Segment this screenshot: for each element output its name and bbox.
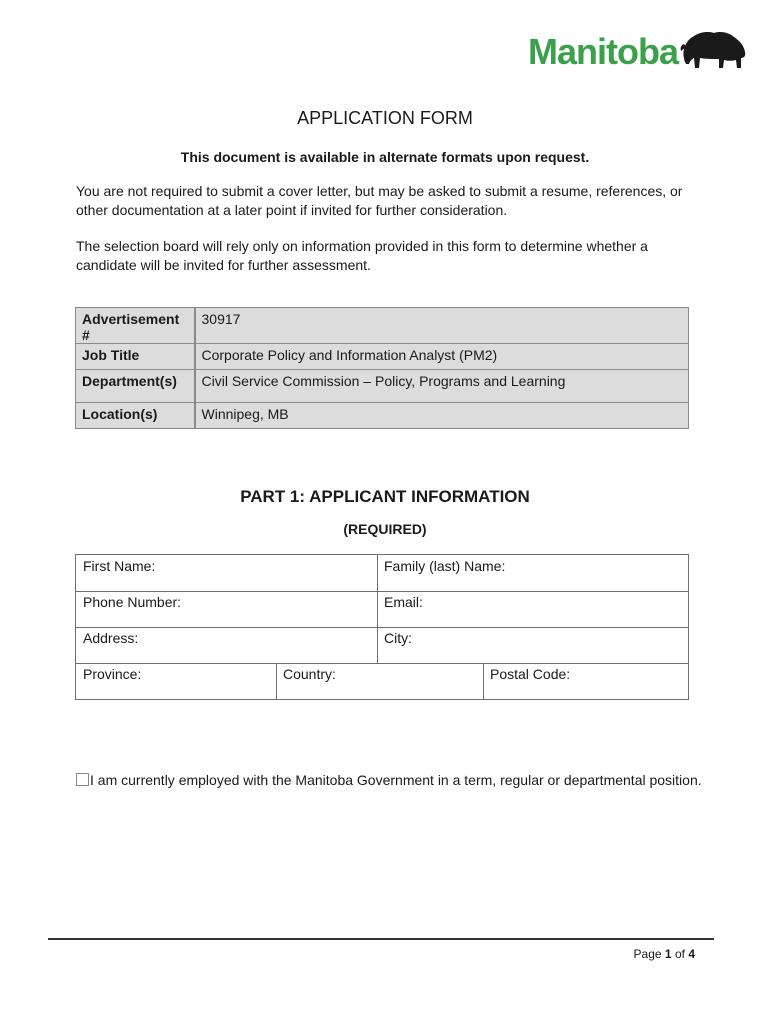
phone-number-field[interactable]: Phone Number:: [83, 594, 182, 610]
advertisement-number-value: 30917: [195, 308, 689, 344]
applicant-info-grid: [75, 554, 689, 700]
table-row: [76, 344, 689, 370]
advertisement-table: [75, 307, 689, 429]
bison-icon: [678, 28, 750, 76]
city-field[interactable]: City:: [384, 630, 412, 646]
total-pages: 4: [688, 947, 695, 961]
employment-checkbox[interactable]: [76, 773, 89, 786]
province-field[interactable]: Province:: [83, 666, 142, 682]
employment-checkbox-label: I am currently employed with the Manitoba Government in a term, regular or departmental position.: [90, 772, 702, 788]
location-value: Winnipeg, MB: [195, 403, 689, 429]
table-row: [76, 308, 689, 344]
address-field[interactable]: Address:: [83, 630, 139, 646]
email-field[interactable]: Email:: [384, 594, 423, 610]
page-word: Page: [633, 947, 662, 961]
employment-check-row: [76, 771, 706, 790]
advertisement-number-label: Advertisement #: [76, 308, 195, 344]
table-row: [76, 403, 689, 429]
first-name-field[interactable]: First Name:: [83, 558, 156, 574]
intro-paragraph-2: The selection board will rely only on information provided in this form to determine whether a candidate will be invited for further assessment.: [76, 238, 648, 273]
table-row: [76, 370, 689, 403]
part1-title: PART 1: APPLICANT INFORMATION: [240, 487, 530, 506]
required-note: (REQUIRED): [343, 521, 427, 537]
job-title-label: Job Title: [76, 344, 195, 370]
logo-wordmark: Manitoba: [528, 31, 678, 72]
country-field[interactable]: Country:: [283, 666, 336, 682]
current-page: 1: [664, 947, 672, 961]
footer-divider: [48, 938, 714, 940]
of-word: of: [674, 947, 685, 961]
intro-paragraph-1: You are not required to submit a cover letter, but may be asked to submit a resume, references, or other documentation at a later point if invited for further consideration.: [76, 183, 683, 218]
alternate-formats-note: This document is available in alternate formats upon request.: [180, 149, 590, 165]
location-label: Location(s): [76, 403, 195, 429]
form-title: APPLICATION FORM: [297, 108, 473, 128]
department-value: Civil Service Commission – Policy, Programs and Learning: [195, 370, 689, 403]
page-number: [634, 947, 695, 961]
manitoba-logo: [528, 28, 750, 76]
postal-code-field[interactable]: Postal Code:: [490, 666, 571, 682]
family-name-field[interactable]: Family (last) Name:: [384, 558, 506, 574]
job-title-value: Corporate Policy and Information Analyst (PM2): [195, 344, 689, 370]
department-label: Department(s): [76, 370, 195, 403]
